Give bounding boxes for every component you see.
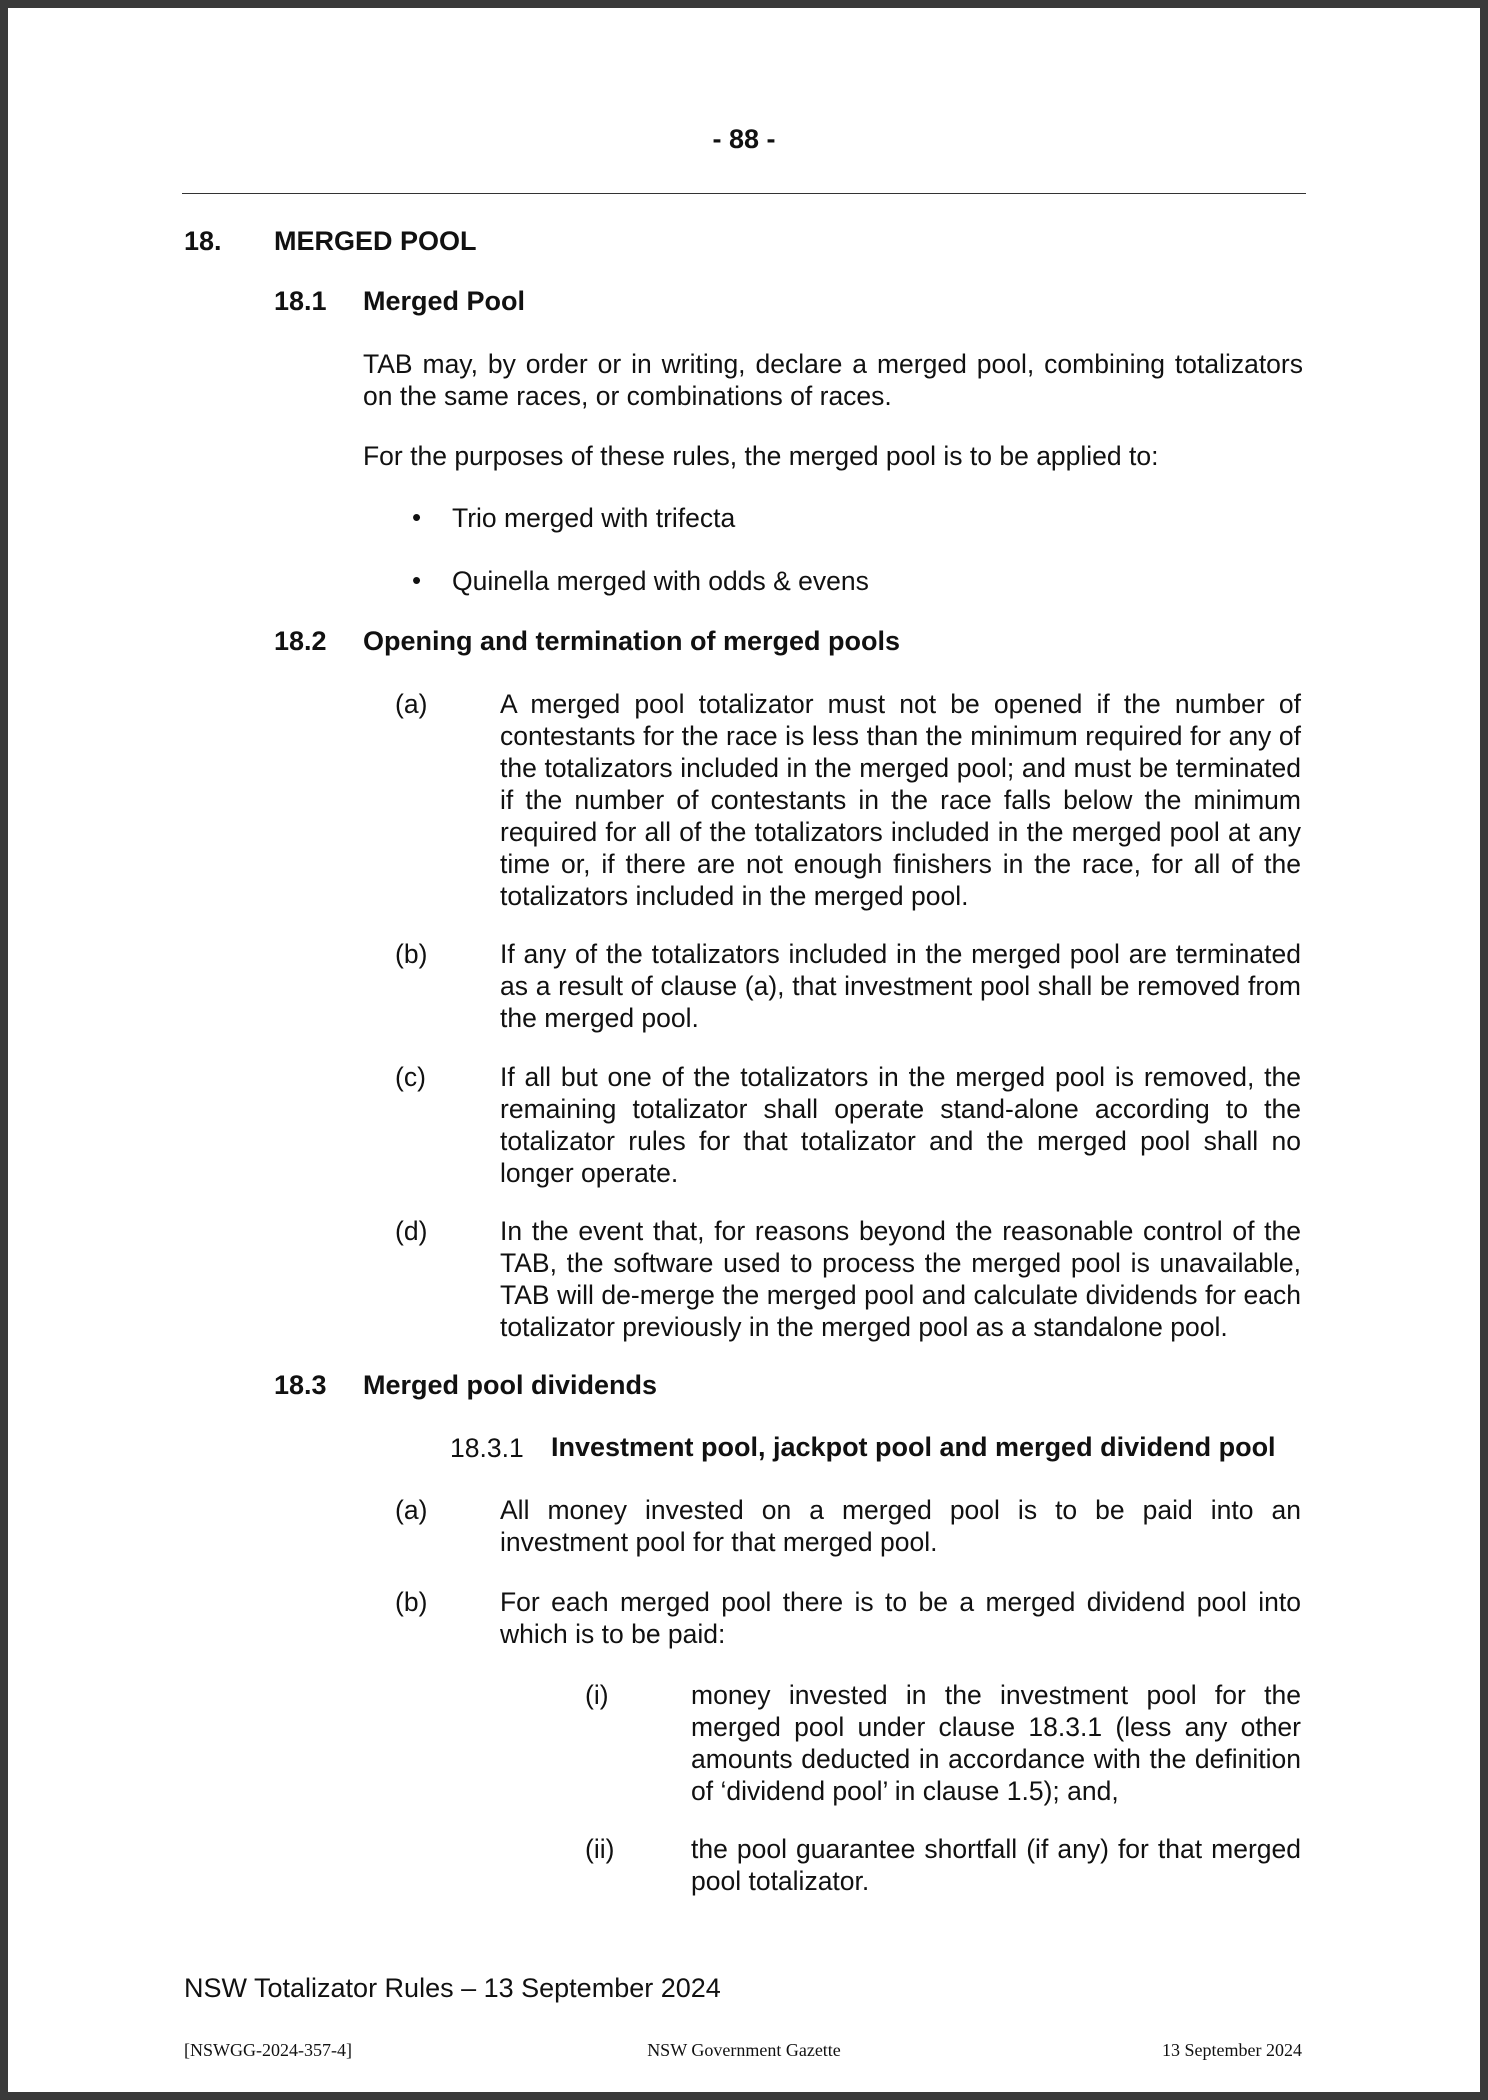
subsection-18-2-title: Opening and termination of merged pools xyxy=(363,626,901,656)
subsection-18-3-number: 18.3 xyxy=(274,1370,327,1400)
clause-label: (a) xyxy=(395,689,428,719)
bullet-item: Trio merged with trifecta xyxy=(452,503,736,533)
clause-text: If all but one of the totalizators in the merged pool is removed, the remaining totalizator shall operate stand-alone according to the totalizator rules for that totalizator and the merged pool shall no longer operate. xyxy=(500,1062,1301,1188)
clause-text: All money invested on a merged pool is to be paid into an investment pool for that merged pool. xyxy=(500,1495,1301,1557)
gazette-date: 13 September 2024 xyxy=(1162,2040,1302,2060)
clause-text: A merged pool totalizator must not be opened if the number of contestants for the race is less than the minimum required for any of the totalizators included in the merged pool; and must be terminated if the number of contestants in the race falls below the minimum required for all of the totalizators included in the merged pool at any time or, if there are not enough finishers in the race, for all of the totalizators included in the merged pool. xyxy=(500,689,1301,911)
paragraph-18-1-2: For the purposes of these rules, the merged pool is to be applied to: xyxy=(363,441,1159,471)
subsection-18-2-number: 18.2 xyxy=(274,626,327,656)
bullet-item: Quinella merged with odds & evens xyxy=(452,566,869,596)
subclause-text: money invested in the investment pool for the merged pool under clause 18.3.1 (less any other amounts deducted in accordance with the definition of ‘dividend pool’ in clause 1.5); and, xyxy=(691,1680,1301,1806)
header-rule xyxy=(182,193,1306,194)
section-title: MERGED POOL xyxy=(274,226,477,256)
subsubsection-number: 18.3.1 xyxy=(450,1433,524,1463)
subsection-18-1-title: Merged Pool xyxy=(363,286,526,316)
gazette-name: NSW Government Gazette xyxy=(647,2040,841,2060)
subsection-18-1-number: 18.1 xyxy=(274,286,327,316)
clause-text: In the event that, for reasons beyond the reasonable control of the TAB, the software used to process the merged pool is unavailable, TAB will de-merge the merged pool and calculate dividends for each totalizator previously in the merged pool as a standalone pool. xyxy=(500,1216,1301,1342)
subclause-label: (ii) xyxy=(585,1834,615,1864)
clause-label: (b) xyxy=(395,1587,428,1617)
clause-text: For each merged pool there is to be a merged dividend pool into which is to be paid: xyxy=(500,1587,1301,1649)
subclause-text: the pool guarantee shortfall (if any) for that merged pool totalizator. xyxy=(691,1834,1301,1896)
section-number: 18. xyxy=(184,226,222,256)
bullet-dot-icon: • xyxy=(412,502,422,532)
clause-text: If any of the totalizators included in the merged pool are terminated as a result of clause (a), that investment pool shall be removed from the merged pool. xyxy=(500,939,1301,1033)
gazette-reference: [NSWGG-2024-357-4] xyxy=(184,2040,352,2060)
subsubsection-title: Investment pool, jackpot pool and merged dividend pool xyxy=(551,1432,1276,1462)
page-number: - 88 - xyxy=(712,124,776,154)
clause-label: (d) xyxy=(395,1216,428,1246)
footer-title: NSW Totalizator Rules – 13 September 2024 xyxy=(184,1973,721,2003)
subsection-18-3-title: Merged pool dividends xyxy=(363,1370,658,1400)
bullet-dot-icon: • xyxy=(412,565,422,595)
subclause-label: (i) xyxy=(585,1680,609,1710)
clause-label: (b) xyxy=(395,939,428,969)
clause-label: (a) xyxy=(395,1495,428,1525)
clause-label: (c) xyxy=(395,1062,426,1092)
paragraph-18-1-1: TAB may, by order or in writing, declare a merged pool, combining totalizators on the same races, or combinations of races. xyxy=(363,349,1303,411)
